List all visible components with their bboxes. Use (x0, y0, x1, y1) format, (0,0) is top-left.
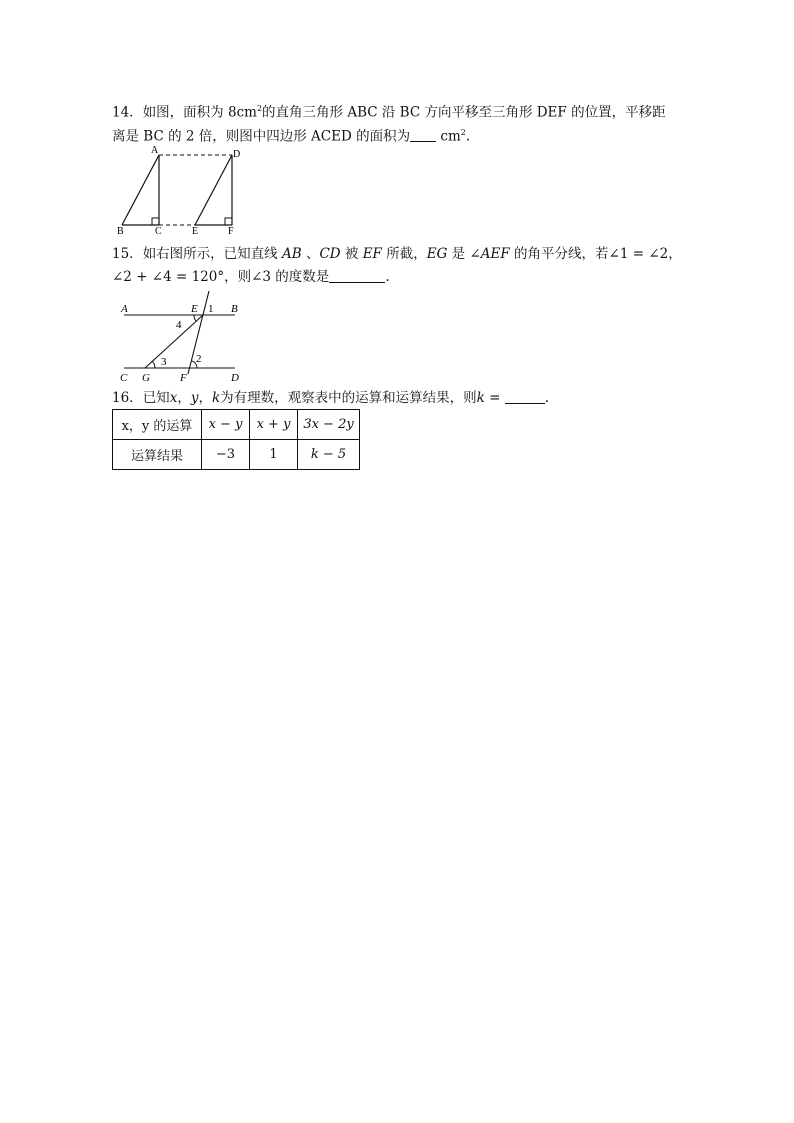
label-G: G (142, 372, 150, 384)
label-B: B (117, 226, 124, 237)
label-angle-3: 3 (161, 356, 167, 368)
label-F: F (228, 226, 234, 237)
question-16: 16．已知x，y，k为有理数，观察表中的运算和运算结果，则k = . (112, 390, 550, 406)
label-C: C (155, 226, 162, 237)
figure-translation (112, 143, 272, 237)
table-cell: k − 5 (298, 440, 360, 470)
label-D: D (231, 372, 239, 384)
table-cell: 运算结果 (113, 440, 202, 470)
q15-line-2: ∠2 + ∠4 = 120°，则∠3 的度数是 . (112, 269, 390, 285)
table-header-cell: x − y (202, 410, 250, 440)
q14-number: 14． (112, 104, 143, 121)
label-angle-4: 4 (176, 319, 182, 331)
label-D: D (233, 149, 241, 160)
answer-blank-16[interactable] (505, 389, 545, 404)
label-F: F (180, 372, 187, 384)
answer-blank-14[interactable] (410, 127, 436, 142)
table-header-cell: 3x − 2y (298, 410, 360, 440)
q15-line-1: 15．如右图所示，已知直线 AB 、CD 被 EF 所截，EG 是 ∠AEF 的角平分线，若∠1 = ∠2， (112, 246, 682, 262)
label-E: E (191, 303, 198, 315)
table-row (113, 410, 360, 440)
question-15 (112, 244, 692, 287)
label-E: E (192, 226, 199, 237)
q16-number: 16． (112, 390, 143, 406)
label-B: B (231, 303, 238, 315)
table-row (113, 440, 360, 470)
label-C: C (120, 372, 128, 384)
answer-blank-15[interactable] (329, 268, 385, 283)
q15-number: 15． (112, 246, 143, 262)
label-A: A (151, 145, 159, 156)
label-angle-2: 2 (196, 353, 202, 365)
label-A: A (121, 303, 128, 315)
table-header-cell: x + y (250, 410, 298, 440)
table-header-cell: x，y 的运算 (113, 410, 202, 440)
q14-line-2: 离是 BC 的 2 倍，则图中四边形 ACED 的面积为 $cm^2$. (112, 127, 471, 144)
q14-line-1: 14．如图，面积为 $8cm^2$的直角三角形 ABC 沿 BC 方向平移至三角形 DEF 的位置，平移距 (112, 104, 666, 121)
table-cell: 1 (250, 440, 298, 470)
label-angle-1: 1 (208, 303, 214, 315)
figure-parallel-lines (115, 290, 255, 385)
question-14 (112, 99, 692, 146)
operations-table (112, 409, 360, 470)
table-cell: −3 (202, 440, 250, 470)
